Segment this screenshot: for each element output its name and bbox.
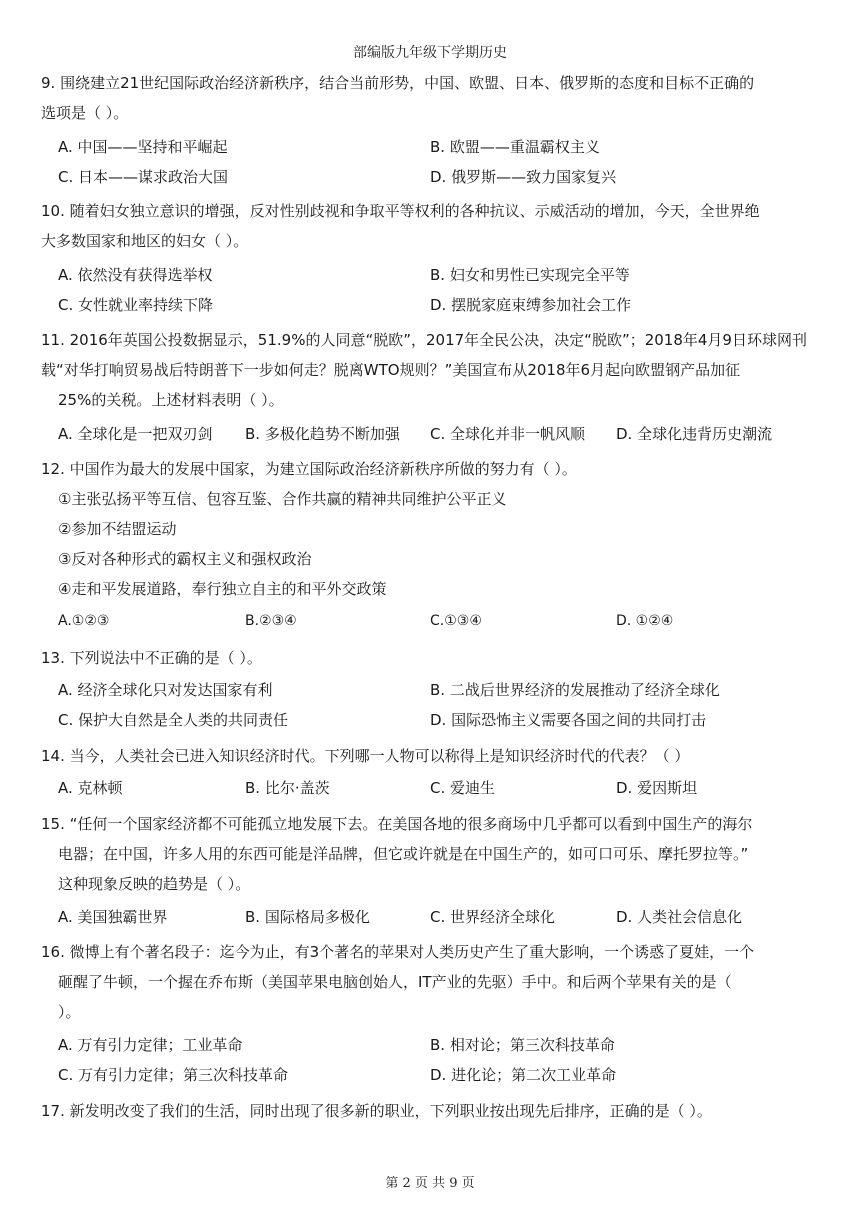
question-15-option-d[interactable]: D. 人类社会信息化 (616, 908, 743, 926)
question-9-option-a[interactable]: A. 中国——坚持和平崛起 (58, 138, 228, 156)
question-12-stem-line1: 12. 中国作为最大的发展中国家，为建立国际政治经济新秩序所做的努力有（ ）。 (41, 460, 577, 478)
question-11-option-b[interactable]: B. 多极化趋势不断加强 (245, 425, 400, 443)
question-16-stem-line3: ）。 (58, 1003, 81, 1021)
question-12-statement-4: ④走和平发展道路，奉行独立自主的和平外交政策 (58, 580, 387, 598)
question-10-option-c[interactable]: C. 女性就业率持续下降 (58, 296, 214, 314)
question-10-stem-line1: 10. 随着妇女独立意识的增强，反对性别歧视和争取平等权利的各种抗议、示威活动的增加，今天，全世界绝 (41, 202, 760, 220)
question-15-stem-line1: 15. “任何一个国家经济都不可能孤立地发展下去。在美国各地的很多商场中几乎都可以看到中国生产的海尔 (41, 815, 753, 833)
question-12-option-b[interactable]: B.②③④ (245, 613, 297, 629)
page-footer: 第 2 页 共 9 页 (385, 1176, 475, 1191)
question-12-option-c[interactable]: C.①③④ (430, 613, 482, 629)
question-12-statement-1: ①主张弘扬平等互信、包容互鉴、合作共赢的精神共同维护公平正义 (58, 490, 507, 508)
question-15-option-b[interactable]: B. 国际格局多极化 (245, 908, 370, 926)
question-9-stem-line1: 9. 围绕建立21世纪国际政治经济新秩序，结合当前形势，中国、欧盟、日本、俄罗斯的态度和目标不正确的 (41, 74, 755, 92)
page-header: 部编版九年级下学期历史 (353, 45, 507, 61)
question-14-option-d[interactable]: D. 爱因斯坦 (616, 779, 698, 797)
question-13-stem-line1: 13. 下列说法中不正确的是（ ）。 (41, 649, 262, 667)
question-16-option-a[interactable]: A. 万有引力定律；工业革命 (58, 1036, 243, 1054)
question-12-option-d[interactable]: D. ①②④ (616, 613, 674, 629)
question-13-option-c[interactable]: C. 保护大自然是全人类的共同责任 (58, 711, 289, 729)
question-11-stem-line2: 载“对华打响贸易战后特朗普下一步如何走？脱离WTO规则？”美国宣布从2018年6月起向欧盟钢产品加征 (41, 361, 741, 379)
question-17-stem-line1: 17. 新发明改变了我们的生活，同时出现了很多新的职业，下列职业按出现先后排序，正确的是（ ）。 (41, 1102, 712, 1120)
question-10-option-d[interactable]: D. 摆脱家庭束缚参加社会工作 (430, 296, 632, 314)
question-14-option-c[interactable]: C. 爱迪生 (430, 779, 496, 797)
question-12-option-a[interactable]: A.①②③ (58, 613, 110, 629)
question-9-option-c[interactable]: C. 日本——谋求政治大国 (58, 168, 229, 186)
question-14-option-b[interactable]: B. 比尔·盖茨 (245, 779, 330, 797)
question-12-statement-2: ②参加不结盟运动 (58, 520, 177, 538)
question-9-option-d[interactable]: D. 俄罗斯——致力国家复兴 (430, 168, 617, 186)
question-11-stem-line1: 11. 2016年英国公投数据显示，51.9%的人同意“脱欧”，2017年全民公决，决定“脱欧”；2018年4月9日环球网刊 (41, 331, 807, 349)
question-16-stem-line2: 砸醒了牛顿，一个握在乔布斯（美国苹果电脑创始人，IT产业的先驱）手中。和后两个苹果有关的是（ (58, 973, 732, 991)
question-10-stem-line2: 大多数国家和地区的妇女（ ）。 (41, 232, 249, 250)
question-16-option-c[interactable]: C. 万有引力定律；第三次科技革命 (58, 1066, 289, 1084)
question-13-option-d[interactable]: D. 国际恐怖主义需要各国之间的共同打击 (430, 711, 707, 729)
question-16-stem-line1: 16. 微博上有个著名段子：迄今为止，有3个著名的苹果对人类历史产生了重大影响，一个诱惑了夏娃，一个 (41, 943, 755, 961)
question-15-option-c[interactable]: C. 世界经济全球化 (430, 908, 556, 926)
question-15-option-a[interactable]: A. 美国独霸世界 (58, 908, 168, 926)
question-16-option-b[interactable]: B. 相对论；第三次科技革命 (430, 1036, 615, 1054)
question-15-stem-line3: 这种现象反映的趋势是（ ）。 (58, 875, 251, 893)
question-11-option-a[interactable]: A. 全球化是一把双刃剑 (58, 425, 213, 443)
question-14-option-a[interactable]: A. 克林顿 (58, 779, 123, 797)
question-9-stem-line2: 选项是（ ）。 (41, 104, 129, 122)
question-15-stem-line2: 电器；在中国，许多人用的东西可能是洋品牌，但它或许就是在中国生产的，如可口可乐、摩托罗拉等。” (58, 845, 749, 863)
question-11-option-c[interactable]: C. 全球化并非一帆风顺 (430, 425, 586, 443)
question-11-stem-line3: 25%的关税。上述材料表明（ ）。 (58, 391, 284, 409)
question-10-option-b[interactable]: B. 妇女和男性已实现完全平等 (430, 266, 630, 284)
question-9-option-b[interactable]: B. 欧盟——重温霸权主义 (430, 138, 600, 156)
question-13-option-a[interactable]: A. 经济全球化只对发达国家有利 (58, 681, 273, 699)
question-12-statement-3: ③反对各种形式的霸权主义和强权政治 (58, 550, 312, 568)
question-16-option-d[interactable]: D. 进化论；第二次工业革命 (430, 1066, 617, 1084)
question-13-option-b[interactable]: B. 二战后世界经济的发展推动了经济全球化 (430, 681, 720, 699)
question-11-option-d[interactable]: D. 全球化违背历史潮流 (616, 425, 773, 443)
question-14-stem-line1: 14. 当今，人类社会已进入知识经济时代。下列哪一人物可以称得上是知识经济时代的代表？（ ） (41, 747, 690, 765)
question-10-option-a[interactable]: A. 依然没有获得选举权 (58, 266, 213, 284)
